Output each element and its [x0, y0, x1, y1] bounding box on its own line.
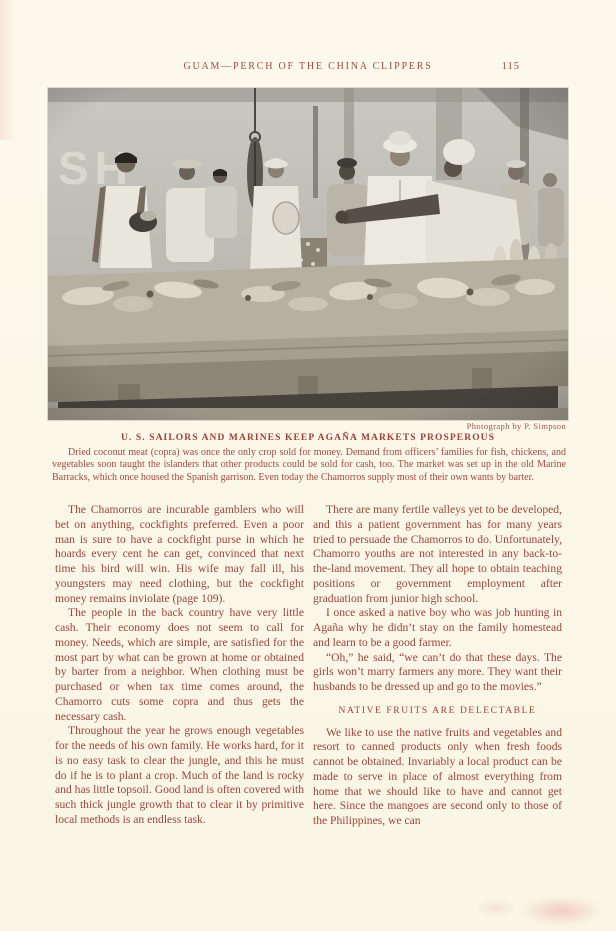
right-column	[313, 503, 562, 829]
scan-edge-tint	[0, 0, 16, 140]
photo-vignette	[48, 88, 568, 420]
scan-smudge	[522, 897, 600, 925]
paragraph: The people in the back country have very little cash. Their economy does not seem to call for money. Needs, which are simple, are satisfied for the most part by what can be grown at home or obtained by barter from a neighbor. When clothing must be purchased or when tax time comes around, the Chamorro cuts some copra and thus gets the necessary cash.	[55, 606, 304, 723]
market-photo-illustration	[48, 88, 568, 420]
paragraph: I once asked a native boy who was job hunting in Agaña why he didn’t stay on the family homestead and learn to be a good farmer.	[313, 606, 562, 649]
left-column	[55, 503, 304, 829]
article-body	[55, 503, 562, 829]
paragraph: “Oh,” he said, “we can’t do that these days. The girls won’t marry farmers any more. They want their husbands to be dressed up and go to the movies.”	[313, 650, 562, 693]
market-photo	[48, 88, 568, 420]
paragraph: There are many fertile valleys yet to be developed, and this a patient government has for many years tried to persuade the Chamorros to do. Unfortunately, Chamorro youths are not interested in any back-to-the-land movement. They all hope to obtain teaching positions or government employment after graduation from junior high school.	[313, 503, 562, 605]
paragraph: We like to use the native fruits and vegetables and resort to canned products only when fresh foods cannot be obtained. Invariably a local product can be made to serve in place of almost everything from home that we should like to have and cannot get here. Since the mangoes are second only to those of the Philippines, we can	[313, 725, 562, 827]
photo-credit: Photograph by P. Simpson	[466, 421, 566, 431]
running-head: GUAM—PERCH OF THE CHINA CLIPPERS	[183, 61, 433, 72]
paragraph: Throughout the year he grows enough vegetables for the needs of his own family. He works hard, for it is no easy task to clear the jungle, and this he must do if he is to plant a crop. Much of the land is rocky and has little topsoil. Good land is often covered with such thick jungle growth that to clear it by primitive local methods is an endless task.	[55, 724, 304, 826]
photo-caption-description: Dried coconut meat (copra) was once the only crop sold for money. Demand from officers’ families for fish, chickens, and vegetables soon taught the islanders that other products could be sold for cash, too. The market was set up in the old Marine Barracks, which once housed the Spanish garrison. Even today the Chamorros supply most of their own wants by barter.	[52, 447, 566, 483]
photo-caption-title: U. S. SAILORS AND MARINES KEEP AGAÑA MARKETS PROSPEROUS	[120, 433, 496, 443]
page-number: 115	[501, 61, 520, 72]
paragraph: The Chamorros are incurable gamblers who will bet on anything, cockfights preferred. Even a poor man is sure to have a cockfight purse in which he hoards every cent he can get, convinced that next time his bird will win. His wife may fall ill, his youngsters may need clothing, but the cockfight money remains inviolate (page 109).	[55, 503, 304, 605]
section-heading: NATIVE FRUITS ARE DELECTABLE	[338, 705, 537, 716]
scan-smudge	[476, 901, 516, 915]
